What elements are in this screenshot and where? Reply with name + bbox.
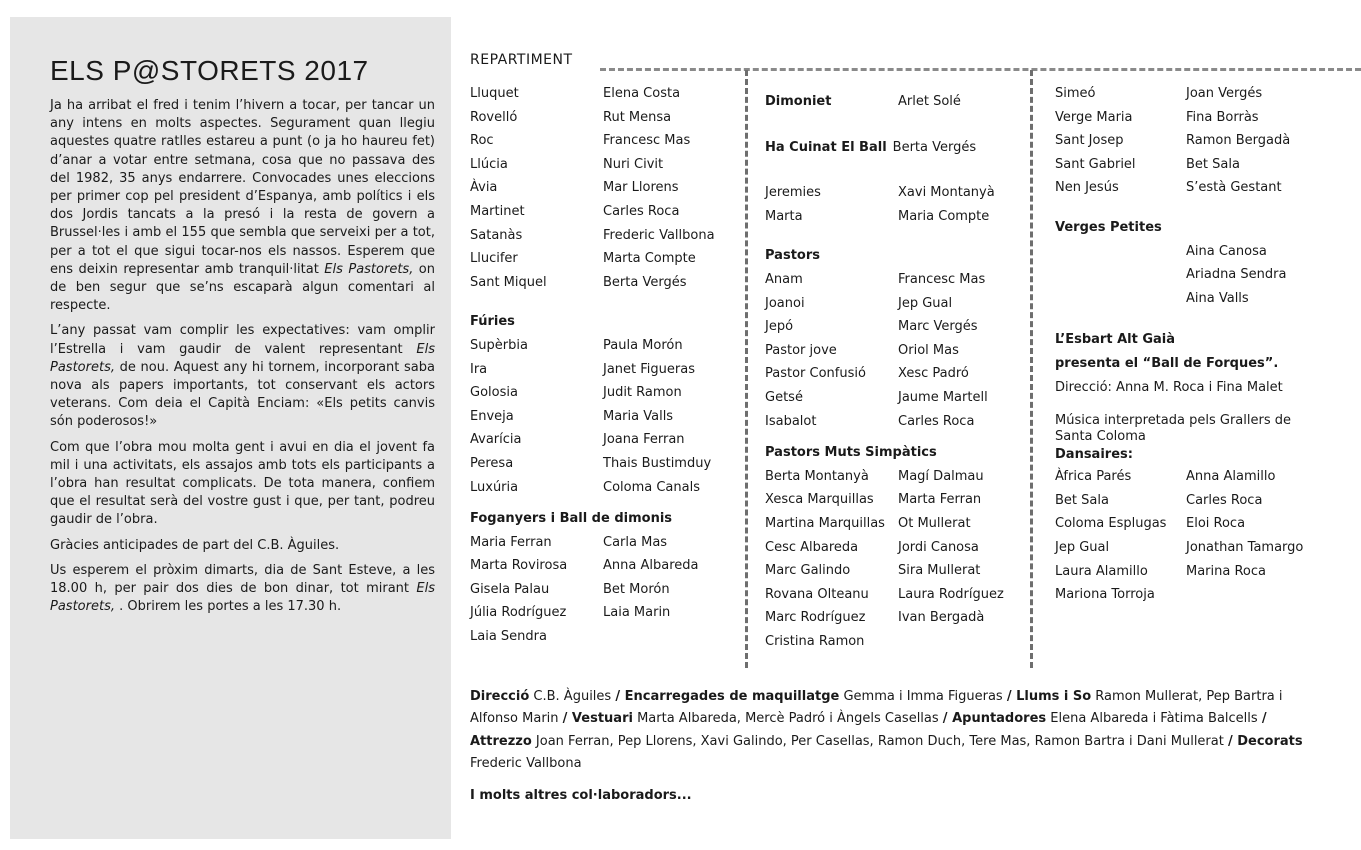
actor-name: Francesc Mas <box>603 133 691 149</box>
cast-list-verges <box>1055 240 1355 311</box>
cast-row-dimoniet: Dimoniet Arlet Solé <box>765 94 961 109</box>
cast-row <box>470 578 745 602</box>
actor-name: Janet Figueras <box>603 361 695 377</box>
cast-row <box>765 465 1030 489</box>
cast-row <box>470 554 745 578</box>
cast-row <box>470 247 745 271</box>
column-divider-1 <box>745 70 748 668</box>
actor-name: Frederic Vallbona <box>603 227 715 243</box>
page-title: ELS P@STORETS 2017 <box>50 55 369 86</box>
role-name: Àvia <box>470 180 498 196</box>
actor-name: Marta Ferran <box>898 492 982 508</box>
role-name: Getsé <box>765 389 803 405</box>
intro-panel <box>10 17 451 839</box>
cast-row <box>765 410 1030 434</box>
role-name: Laura Alamillo <box>1055 563 1148 579</box>
credit-label: / Llums i So <box>1006 689 1092 704</box>
musica-line-1: Música interpretada pels Grallers de <box>1055 413 1291 429</box>
cast-row <box>1055 153 1355 177</box>
actor-name: Paula Morón <box>603 337 683 353</box>
cast-row <box>470 176 745 200</box>
role-name: Supèrbia <box>470 337 528 353</box>
cast-row <box>470 271 745 295</box>
role-name: Verge Maria <box>1055 109 1133 125</box>
actor-name: Jaume Martell <box>898 389 988 405</box>
actor-name: Ramon Bergadà <box>1186 133 1291 149</box>
actor-name: Marc Vergés <box>898 319 978 335</box>
role-name: Rovana Olteanu <box>765 586 869 602</box>
role-name: Pastor Confusió <box>765 366 866 382</box>
repartiment-title: REPARTIMENT <box>470 52 573 68</box>
actor-name: Joan Vergés <box>1186 86 1263 101</box>
cast-row <box>765 606 1030 630</box>
cast-row <box>470 601 745 625</box>
cast-row <box>1055 263 1355 287</box>
actor-name: Carles Roca <box>898 413 975 429</box>
credit-names: Frederic Vallbona <box>470 756 582 772</box>
section-heading-pastors: Pastors <box>765 248 820 264</box>
cast-row <box>1055 489 1355 513</box>
credit-label: Direcció <box>470 689 530 704</box>
cast-row <box>470 106 745 130</box>
cast-list-dansaires <box>1055 465 1355 607</box>
cast-row <box>470 334 745 358</box>
role-name: Avarícia <box>470 432 522 448</box>
role-name: Marc Rodríguez <box>765 610 866 626</box>
cast-list-main <box>470 82 745 294</box>
actor-name: Ot Mullerat <box>898 515 971 531</box>
role-name: Lluquet <box>470 86 519 101</box>
section-heading-foganyers: Foganyers i Ball de dimonis <box>470 511 673 527</box>
role-name: Coloma Esplugas <box>1055 516 1167 532</box>
credit-names: C.B. Àguiles <box>529 689 616 704</box>
role-name: Luxúria <box>470 479 519 495</box>
actor-name: Bet Sala <box>1186 156 1240 172</box>
actor-name: Aina Valls <box>1186 290 1249 306</box>
actor-name: Ivan Bergadà <box>898 610 985 626</box>
cast-list-foganyers <box>470 531 745 649</box>
cast-row-cuinat: Ha Cuinat El Ball Berta Vergés <box>765 139 977 155</box>
cast-row <box>470 129 745 153</box>
actor-name: Francesc Mas <box>898 271 986 287</box>
actor-name: Jep Gual <box>898 295 953 311</box>
actor-name: Joana Ferran <box>603 432 685 448</box>
cast-list-furies <box>470 334 745 499</box>
cast-column-3 <box>1055 82 1355 607</box>
actor-name: Fina Borràs <box>1186 109 1259 125</box>
role-name: Sant Gabriel <box>1055 156 1136 172</box>
actor-name: Xesc Padró <box>898 366 969 382</box>
role-name: Roc <box>470 133 494 149</box>
actor-name: Ariadna Sendra <box>1186 267 1287 283</box>
cast-row <box>1055 129 1355 153</box>
credit-label: / Encarregades de maquillatge <box>615 689 840 704</box>
actor-name: Eloi Roca <box>1186 516 1246 532</box>
role-name: Marc Galindo <box>765 563 851 579</box>
actor-name: Anna Alamillo <box>1186 469 1276 485</box>
cast-row <box>470 476 745 500</box>
actor-name: Carles Roca <box>603 203 680 219</box>
role-name: Martina Marquillas <box>765 515 885 531</box>
cast-row <box>765 386 1030 410</box>
actor-name: Nuri Civit <box>603 156 664 172</box>
cast-row <box>1055 176 1355 200</box>
role-name: Isabalot <box>765 413 817 429</box>
role-name: Jeremies <box>765 185 821 201</box>
actor-name: Maria Valls <box>603 408 674 424</box>
cast-row <box>470 531 745 555</box>
credit-names: Joan Ferran, Pep Llorens, Xavi Galindo, Per Casellas, Ramon Duch, Tere Mas, Ramon Bartra i Dani Mullerat <box>531 733 1228 749</box>
role-name: Joanoi <box>765 295 805 311</box>
role-name: Sant Josep <box>1055 133 1124 149</box>
cast-row <box>765 536 1030 560</box>
section-heading-furies: Fúries <box>470 314 515 330</box>
role-name: Enveja <box>470 408 514 424</box>
cast-row <box>1055 240 1355 264</box>
actor-name: Marta Compte <box>603 251 696 267</box>
role-name: Pastor jove <box>765 342 837 358</box>
role-name: Marta <box>765 208 803 224</box>
role-name: Mariona Torroja <box>1055 587 1155 603</box>
role-name: Satanàs <box>470 227 523 243</box>
cast-list-pastors <box>765 268 1030 433</box>
actor-name: Berta Vergés <box>603 274 687 290</box>
cast-row <box>1055 106 1355 130</box>
intro-paragraph-1: Ja ha arribat el fred i tenim l’hivern a tocar, per tancar un any intens en molts aspectes. Segurament quan llegiu aquestes quatre ratlles estareu a punt (o ja ho haureu fet) d’anar a votar entre setmana, cosa que no passava des del 1982, 35 anys endarrere. Convocades unes eleccions per primer cop pel president d’Espanya, amb polítics i els dos Jordis tancats a la presó i la resta de govern a Brussel·les i amb el 155 que sembla que serveixi per a tot, per a tot el que sigui tocar-nos els nassos. Esperem que ens deixin representar amb tranquil·litat Els Pastorets, on de ben segur que se’ns escaparà algun comentari al respecte. <box>50 98 435 314</box>
cast-row <box>1055 82 1355 106</box>
actor-name: Laia Marin <box>603 605 671 621</box>
role-name: Xesca Marquillas <box>765 492 874 508</box>
role-name: Laia Sendra <box>470 629 547 645</box>
role-name: Cristina Ramon <box>765 633 865 649</box>
role-name: Rovelló <box>470 109 518 125</box>
role-name: Maria Ferran <box>470 534 552 550</box>
role-name: Anam <box>765 271 803 287</box>
cast-row <box>765 488 1030 512</box>
credit-label: / Attrezzo <box>470 711 1267 749</box>
actor-name: Marina Roca <box>1186 563 1266 579</box>
cast-row <box>1055 560 1355 584</box>
actor-name: Thais Bustimduy <box>603 455 712 471</box>
cast-row <box>1055 465 1355 489</box>
cast-row <box>765 181 1030 205</box>
role-name: Àfrica Parés <box>1055 469 1132 485</box>
cast-column-1 <box>470 82 745 649</box>
cast-row <box>765 362 1030 386</box>
credits-paragraph <box>470 686 1322 776</box>
section-heading-dansaires: Dansaires: <box>1055 447 1133 463</box>
cast-row <box>765 292 1030 316</box>
actor-name: Carla Mas <box>603 534 668 550</box>
role-name: Llucifer <box>470 251 518 267</box>
cast-row <box>470 153 745 177</box>
actor-name: Carles Roca <box>1186 492 1263 508</box>
actor-name: Elena Costa <box>603 86 681 101</box>
cast-row <box>765 268 1030 292</box>
cast-row <box>765 512 1030 536</box>
role-name: Ira <box>470 361 488 377</box>
role-name: Peresa <box>470 455 514 471</box>
cast-row <box>765 315 1030 339</box>
cast-row <box>765 205 1030 229</box>
actor-name: S’està Gestant <box>1186 180 1282 196</box>
intro-paragraph-3: Com que l’obra mou molta gent i avui en dia el jovent fa mil i una activitats, els assajos amb tots els participants a l’obra han resultat complicats. De tota manera, confiem que el resultat serà del vostre gust i que, per tant, podreu gaudir de l’obra. <box>50 439 435 528</box>
role-name: Simeó <box>1055 86 1096 101</box>
cast-row <box>470 82 745 106</box>
actor-name: Laura Rodríguez <box>898 586 1004 602</box>
actor-name: Jordi Canosa <box>898 539 979 555</box>
role-name: Martinet <box>470 203 525 219</box>
actor-name: Anna Albareda <box>603 558 699 574</box>
cast-row <box>1055 583 1355 607</box>
more-collaborators: I molts altres col·laboradors... <box>470 788 692 803</box>
cast-row <box>470 405 745 429</box>
cast-row <box>765 583 1030 607</box>
cast-row <box>765 630 1030 654</box>
role-name: Sant Miquel <box>470 274 547 290</box>
actor-name: Xavi Montanyà <box>898 185 995 201</box>
intro-paragraph-4: Gràcies anticipades de part del C.B. Àguiles. <box>50 537 340 553</box>
actor-name: Bet Morón <box>603 581 670 597</box>
role-name: Marta Rovirosa <box>470 558 568 574</box>
cast-list-muts <box>765 465 1030 654</box>
role-name: Bet Sala <box>1055 492 1109 508</box>
intro-paragraph-2: L’any passat vam complir les expectatives: vam omplir l’Estrella i vam gaudir de valent representant Els Pastorets, de nou. Aquest any hi tornem, incorporant saba nova als papers importants, tot conservant els actors veterans. Com deia el Capità Enciam: «Els petits canvis són poderosos!» <box>50 323 435 430</box>
cast-row <box>470 381 745 405</box>
cast-row <box>765 559 1030 583</box>
credit-names: Gemma i Imma Figueras <box>839 689 1007 704</box>
cast-row <box>470 452 745 476</box>
role-name: Llúcia <box>470 156 508 172</box>
section-heading-verges: Verges Petites <box>1055 219 1162 235</box>
role-name: Cesc Albareda <box>765 539 859 555</box>
credit-label: / Decorats <box>1227 733 1303 749</box>
credit-names: Elena Albareda i Fàtima Balcells <box>1046 711 1262 727</box>
role-name: Nen Jesús <box>1055 180 1119 196</box>
actor-name: Mar Llorens <box>603 180 679 196</box>
cast-row <box>470 358 745 382</box>
credit-names: Ramon Mullerat, Pep Bartra i Alfonso Marin <box>470 689 1283 727</box>
cast-row <box>1055 536 1355 560</box>
actor-name: Jonathan Tamargo <box>1186 539 1304 555</box>
actor-name: Oriol Mas <box>898 342 959 358</box>
intro-paragraph-5: Us esperem el pròxim dimarts, dia de Sant Esteve, a les 18.00 h, per pair dos dies de bon dinar, tot mirant Els Pastorets, . Obrirem les portes a les 17.30 h. <box>50 562 435 615</box>
cast-row <box>470 200 745 224</box>
cast-column-2 <box>765 82 1030 653</box>
role-name: Golosia <box>470 385 518 401</box>
cast-row <box>470 224 745 248</box>
cast-list-nativity <box>1055 82 1355 200</box>
cast-row <box>765 339 1030 363</box>
section-heading-muts: Pastors Muts Simpàtics <box>765 445 937 461</box>
cast-row <box>470 428 745 452</box>
actor-name: Magí Dalmau <box>898 468 984 484</box>
actor-name: Sira Mullerat <box>898 563 981 579</box>
cast-row <box>470 625 745 649</box>
top-dashed-divider <box>600 68 1361 71</box>
role-name: Júlia Rodríguez <box>470 605 567 621</box>
cast-list-pair <box>765 181 1030 228</box>
role-name: Jep Gual <box>1055 539 1110 555</box>
role-name: Gisela Palau <box>470 581 550 597</box>
actor-name: Judit Ramon <box>603 385 682 401</box>
musica-line-2: Santa Coloma <box>1055 429 1146 445</box>
actor-name: Aina Canosa <box>1186 243 1267 259</box>
credit-label: / Vestuari <box>562 711 633 727</box>
column-divider-2 <box>1030 70 1033 668</box>
role-name: Jepó <box>765 319 794 335</box>
esbart-heading-2: presenta el “Ball de Forques”. <box>1055 355 1279 371</box>
credit-names: Marta Albareda, Mercè Padró i Àngels Casellas <box>632 711 943 727</box>
role-name: Berta Montanyà <box>765 468 869 484</box>
actor-name: Maria Compte <box>898 208 990 224</box>
credit-label: / Apuntadores <box>942 711 1047 727</box>
actor-name: Coloma Canals <box>603 479 700 495</box>
esbart-heading-1: L’Esbart Alt Gaià <box>1055 332 1176 348</box>
actor-name: Rut Mensa <box>603 109 672 125</box>
cast-row <box>1055 287 1355 311</box>
cast-row <box>1055 512 1355 536</box>
esbart-direccio: Direcció: Anna M. Roca i Fina Malet <box>1055 379 1283 395</box>
